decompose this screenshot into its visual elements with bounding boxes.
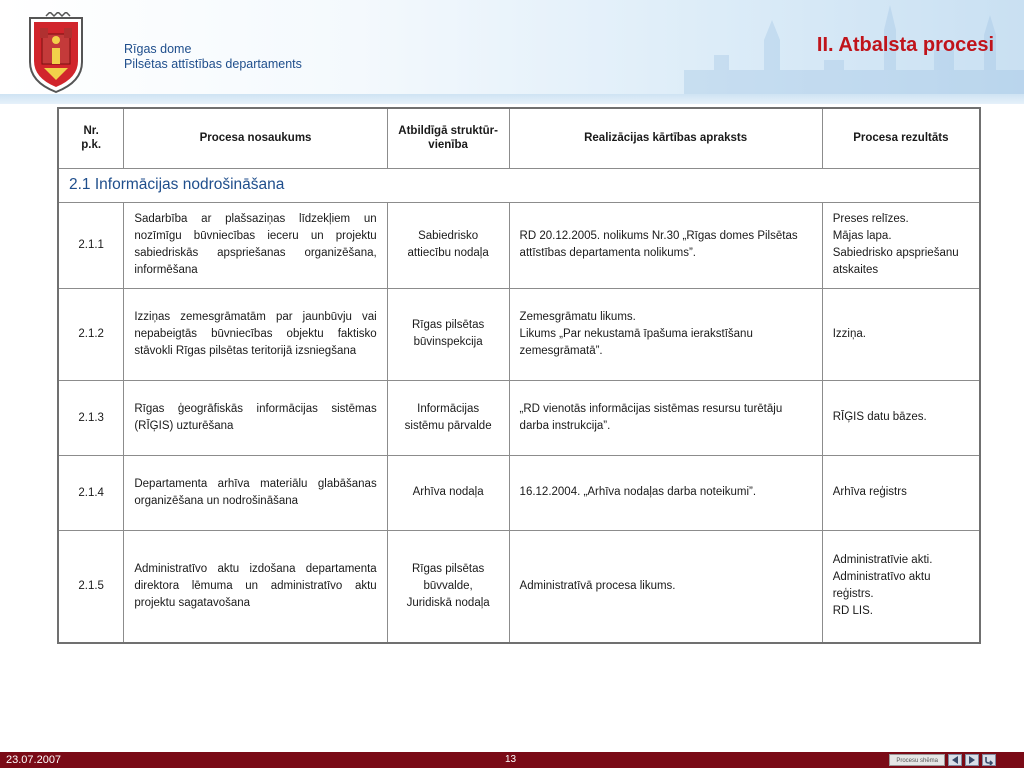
row-unit: Rīgas pilsētas būvvalde, Juridiskā nodaļa [387, 530, 509, 643]
org-line-2: Pilsētas attīstības departaments [124, 57, 302, 71]
arrow-right-icon [967, 755, 977, 765]
slide-navigation [889, 753, 996, 767]
organization-name [124, 42, 302, 72]
section-row [58, 168, 980, 202]
row-name: Izziņas zemesgrāmatām par jaunbūvju vai nepabeigtās būvniecības objektu faktisko stāvokli Rīgas pilsētas teritorijā izsniegšana [124, 288, 387, 380]
footer-date: 23.07.2007 [6, 754, 62, 766]
row-unit: Arhīva nodaļa [387, 455, 509, 530]
table-row [58, 380, 980, 455]
table-row [58, 202, 980, 288]
header-name: Procesa nosaukums [124, 108, 387, 168]
header-result: Procesa rezultāts [822, 108, 980, 168]
return-button[interactable] [982, 754, 996, 766]
section-title: 2.1 Informācijas nodrošināšana [58, 168, 980, 202]
row-desc: Administratīvā procesa likums. [509, 530, 822, 643]
process-table [57, 107, 981, 644]
row-num: 2.1.2 [58, 288, 124, 380]
table-header-row [58, 108, 980, 168]
org-line-1: Rīgas dome [124, 42, 192, 56]
row-name: Departamenta arhīva materiālu glabāšanas organizēšana un nodrošināšana [124, 455, 387, 530]
header-band [0, 94, 1024, 104]
row-desc: „RD vienotās informācijas sistēmas resursu turētāju darba instrukcija”. [509, 380, 822, 455]
page-number: 13 [505, 754, 517, 765]
row-desc: 16.12.2004. „Arhīva nodaļas darba noteikumi”. [509, 455, 822, 530]
row-name: Sadarbība ar plašsaziņas līdzekļiem un nozīmīgu būvniecības ieceru un projektu sabiedriskās apspriešanas organizēšana, informēšana [124, 202, 387, 288]
header-unit: Atbildīgā struktūr- vienība [387, 108, 509, 168]
row-desc: Zemesgrāmatu likums. Likums „Par nekustamā īpašuma ierakstīšanu zemesgrāmatā”. [509, 288, 822, 380]
row-result: Preses relīzes. Mājas lapa. Sabiedrisko apspriešanu atskaites [822, 202, 980, 288]
row-unit: Informācijas sistēmu pārvalde [387, 380, 509, 455]
arrow-left-icon [950, 755, 960, 765]
row-desc: RD 20.12.2005. nolikums Nr.30 „Rīgas domes Pilsētas attīstības departamenta nolikums”. [509, 202, 822, 288]
slide-title: II. Atbalsta procesi [816, 34, 994, 56]
table-row [58, 530, 980, 643]
row-num: 2.1.5 [58, 530, 124, 643]
row-name: Rīgas ģeogrāfiskās informācijas sistēmas (RĪĢIS) uzturēšana [124, 380, 387, 455]
process-scheme-button[interactable]: Procesu shēma [889, 754, 945, 766]
row-result: RĪĢIS datu bāzes. [822, 380, 980, 455]
table-row [58, 455, 980, 530]
table-row [58, 288, 980, 380]
row-num: 2.1.1 [58, 202, 124, 288]
row-num: 2.1.3 [58, 380, 124, 455]
row-unit: Sabiedrisko attiecību nodaļa [387, 202, 509, 288]
row-result: Administratīvie akti. Administratīvo aktu reģistrs. RD LIS. [822, 530, 980, 643]
header-desc: Realizācijas kārtības apraksts [509, 108, 822, 168]
return-arrow-icon [984, 755, 994, 765]
row-num: 2.1.4 [58, 455, 124, 530]
row-result: Arhīva reģistrs [822, 455, 980, 530]
row-name: Administratīvo aktu izdošana departamenta direktora lēmuma un administratīvo aktu projektu sagatavošana [124, 530, 387, 643]
previous-slide-button[interactable] [948, 754, 962, 766]
next-slide-button[interactable] [965, 754, 979, 766]
row-result: Izziņa. [822, 288, 980, 380]
row-unit: Rīgas pilsētas būvinspekcija [387, 288, 509, 380]
header-num: Nr. p.k. [58, 108, 124, 168]
riga-coat-of-arms-icon [24, 12, 88, 94]
footer-bar [0, 752, 1024, 768]
